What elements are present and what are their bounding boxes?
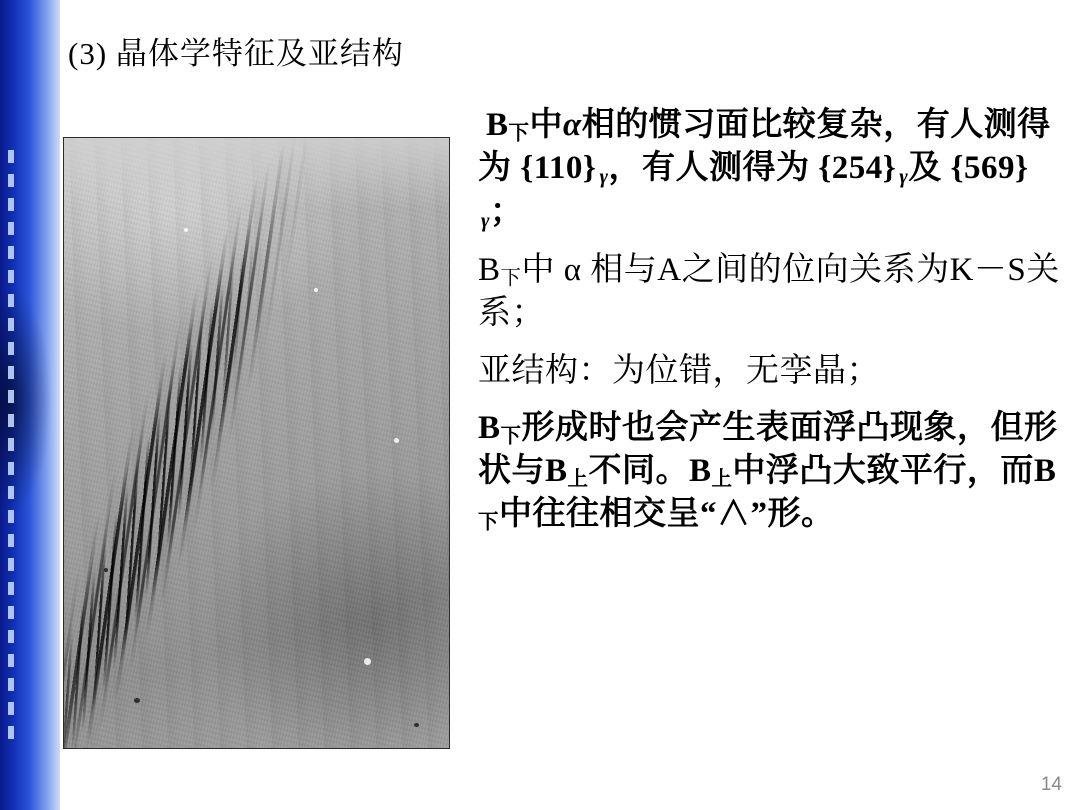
body-text-column: [478, 104, 1064, 551]
dash-mark: [8, 222, 14, 235]
micrograph-speck: [184, 228, 188, 232]
text-run: 及 {569}: [908, 150, 1029, 187]
dash-mark: [8, 390, 14, 403]
subscript-xia: 下: [500, 267, 522, 290]
left-decorative-bar: [0, 0, 60, 810]
text-run: 中: [529, 107, 563, 143]
text-run: B: [478, 409, 501, 446]
text-run: 中往往相交呈“∧”形。: [498, 496, 835, 533]
subscript-gamma: γ: [599, 166, 609, 189]
dash-mark: [8, 606, 14, 619]
dash-mark: [8, 462, 14, 475]
dash-mark: [8, 558, 14, 571]
dash-mark: [8, 366, 14, 379]
dash-mark: [8, 438, 14, 451]
dash-mark: [8, 534, 14, 547]
dash-mark: [8, 486, 14, 499]
subscript-xia: 下: [508, 122, 530, 145]
dash-mark: [8, 726, 14, 739]
text-run: 相的惯习面比较复杂，有人测得为 {110}: [478, 107, 1051, 187]
text-run: ，有人测得为 {254}: [608, 150, 897, 187]
dash-mark: [8, 582, 14, 595]
dash-mark: [8, 678, 14, 691]
subscript-gamma: γ: [481, 210, 491, 233]
paragraph-substructure: 亚结构：为位错，无孪晶；: [478, 352, 880, 389]
dash-mark: [8, 150, 14, 163]
micrograph-inclusion: [134, 698, 140, 703]
subscript-gamma: γ: [899, 166, 909, 189]
micrograph-inclusion: [104, 568, 108, 572]
dash-mark: [8, 174, 14, 187]
dash-mark: [8, 654, 14, 667]
page-number: 14: [1040, 774, 1062, 795]
subscript-xia: 下: [478, 511, 499, 534]
text-run: 中浮凸大致平行，而B: [732, 453, 1057, 490]
dash-mark: [8, 294, 14, 307]
subscript-shang: 上: [711, 468, 733, 491]
micrograph-inclusion: [414, 723, 419, 727]
dash-mark: [8, 414, 14, 427]
dash-mark: [8, 702, 14, 715]
subscript-shang: 上: [567, 468, 589, 491]
text-run: 中 α 相与A之间的位向关系为K－S关系；: [478, 252, 1060, 332]
micrograph-speck: [314, 288, 318, 292]
dash-mark: [8, 630, 14, 643]
paragraph-surface-relief: [478, 407, 1064, 537]
text-run: 不同。B: [588, 453, 712, 490]
text-run: 形成时也会产生表面浮凸现象，但形状与B: [478, 409, 1058, 490]
dash-mark: [8, 510, 14, 523]
text-run: B: [486, 107, 509, 143]
paragraph-orientation-relationship: [478, 249, 1064, 336]
dash-mark: [8, 198, 14, 211]
bar-dash-column: [8, 150, 14, 750]
micrograph-speck: [364, 658, 371, 665]
dash-mark: [8, 270, 14, 283]
dash-mark: [8, 342, 14, 355]
dash-mark: [8, 318, 14, 331]
slide-title: (3) 晶体学特征及亚结构: [68, 36, 404, 71]
text-run: B: [478, 252, 501, 289]
bainite-micrograph: [63, 137, 450, 749]
paragraph-habit-plane: [478, 104, 1064, 235]
subscript-xia: 下: [500, 425, 522, 448]
dash-mark: [8, 246, 14, 259]
symbol-alpha: α: [562, 107, 582, 143]
text-run: ；: [490, 194, 524, 231]
micrograph-speck: [394, 438, 399, 443]
